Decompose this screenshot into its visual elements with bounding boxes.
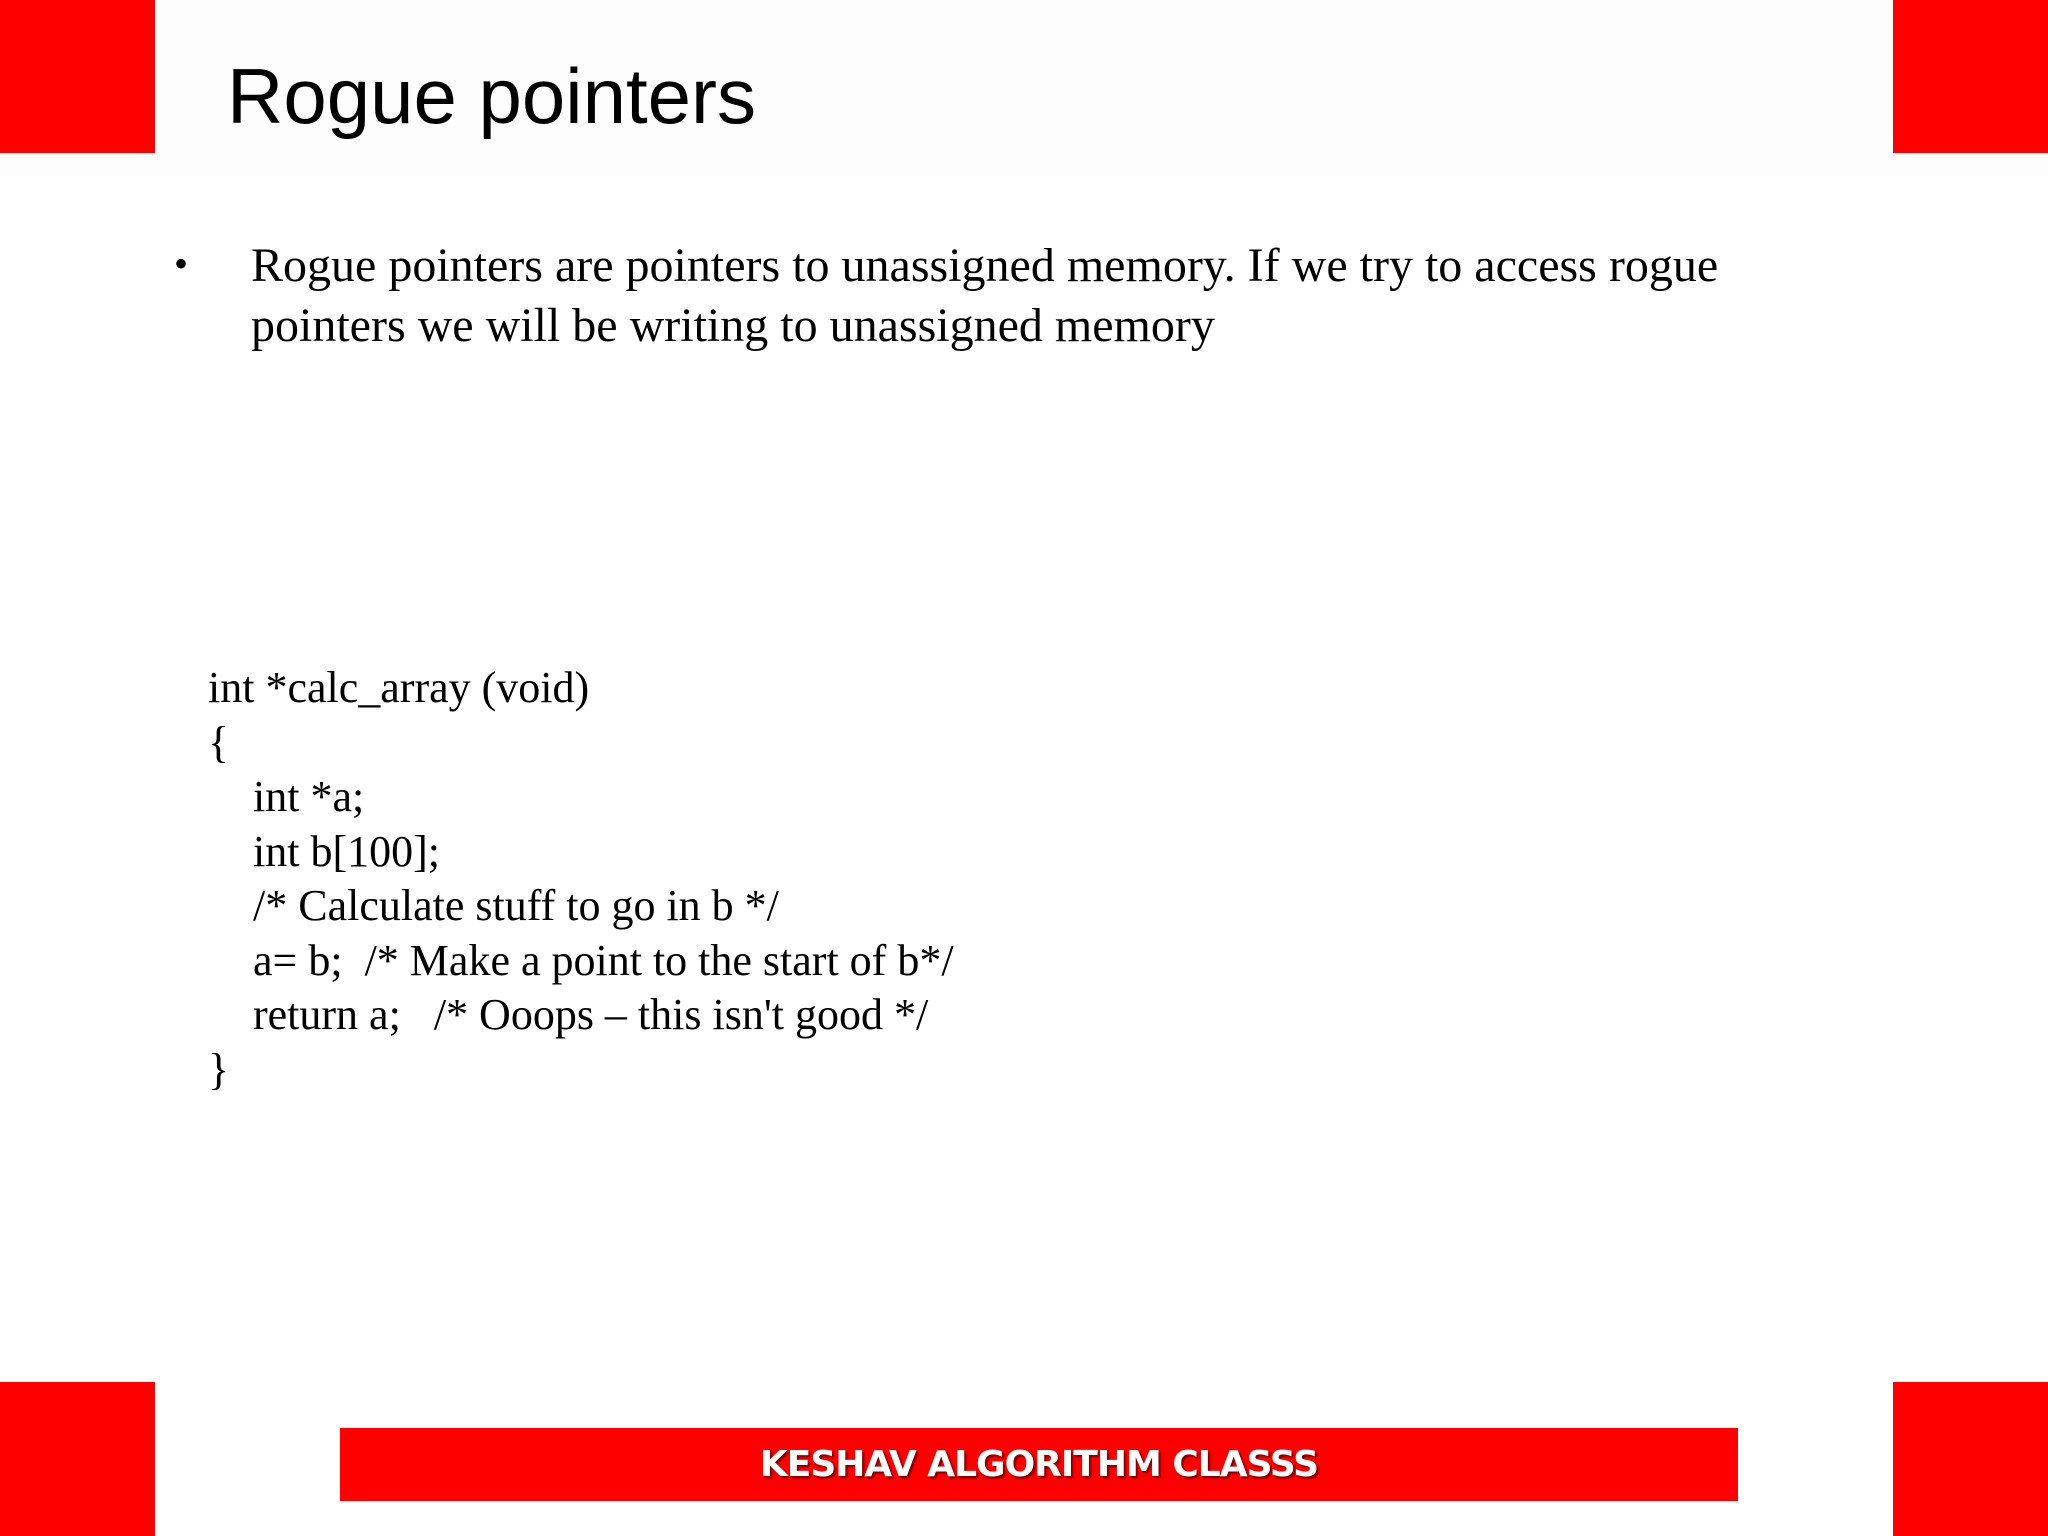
corner-decoration-top-right — [1893, 0, 2048, 153]
code-line: return a; /* Ooops – this isn't good */ — [253, 990, 929, 1039]
code-line: } — [208, 1044, 230, 1094]
code-line: int *a; — [253, 772, 365, 821]
corner-decoration-top-left — [0, 0, 155, 153]
slide-title: Rogue pointers — [227, 52, 757, 140]
code-line: { — [208, 717, 230, 767]
bullet-text: Rogue pointers are pointers to unassigned memory. If we try to access rogue pointers we will be writing to unassigned memory — [251, 239, 1719, 352]
bullet-item — [170, 236, 1870, 356]
bullet-icon: • — [174, 241, 189, 286]
code-line: int *calc_array (void) — [208, 663, 590, 712]
code-block — [208, 661, 954, 1097]
bullet-list — [170, 236, 1870, 356]
corner-decoration-bottom-right — [1893, 1382, 2048, 1536]
corner-decoration-bottom-left — [0, 1382, 155, 1536]
code-line: int b[100]; — [253, 826, 440, 876]
footer-text: KESHAV ALGORITHM CLASSS — [759, 1444, 1319, 1485]
code-line: a= b; /* Make a point to the start of b*/ — [253, 935, 954, 985]
code-line: /* Calculate stuff to go in b */ — [253, 881, 779, 930]
footer-banner — [340, 1428, 1738, 1501]
